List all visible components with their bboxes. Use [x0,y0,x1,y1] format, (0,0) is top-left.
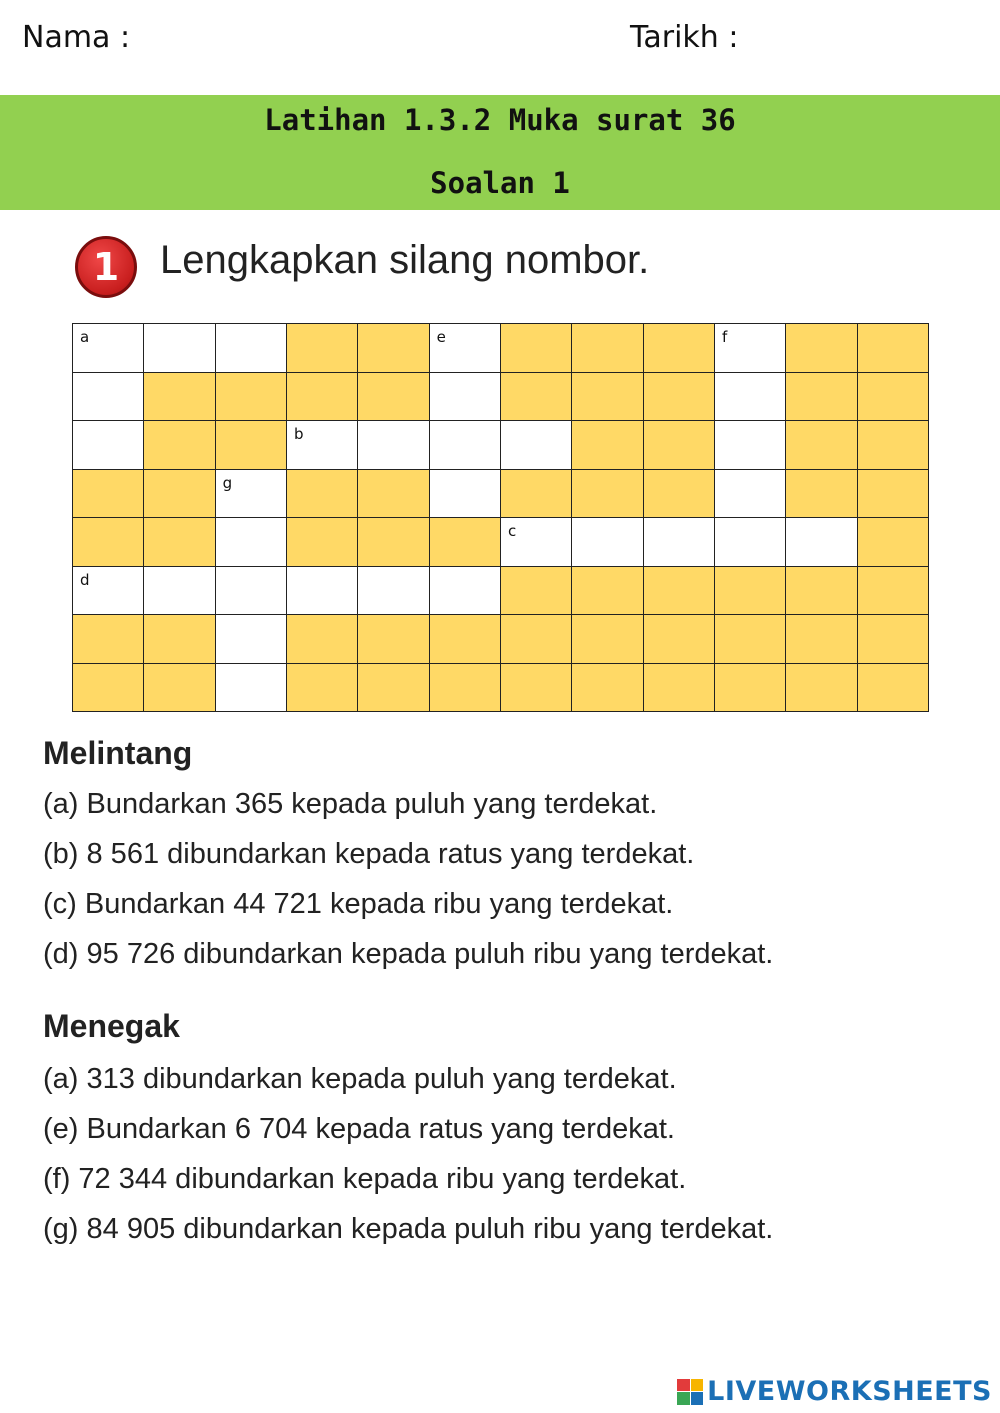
answer-cell[interactable] [73,567,144,616]
clue-melintang-c: (c) Bundarkan 44 721 kepada ribu yang terdekat. [43,888,674,920]
shaded-cell [786,664,857,713]
shaded-cell [501,615,572,664]
answer-cell[interactable] [786,518,857,567]
answer-cell[interactable] [287,421,358,470]
answer-cell[interactable] [715,324,786,373]
answer-cell[interactable] [287,567,358,616]
answer-cell[interactable] [430,421,501,470]
shaded-cell [786,615,857,664]
shaded-cell [501,567,572,616]
shaded-cell [858,615,929,664]
answer-cell[interactable] [216,324,287,373]
shaded-cell [572,567,643,616]
name-label: Nama : [22,20,131,55]
shaded-cell [858,567,929,616]
shaded-cell [144,664,215,713]
answer-cell[interactable] [430,324,501,373]
shaded-cell [644,421,715,470]
clue-label: a [80,328,90,346]
answer-cell[interactable] [572,518,643,567]
clue-label: f [722,328,728,346]
answer-cell[interactable] [430,567,501,616]
date-label: Tarikh : [630,20,739,55]
shaded-cell [430,518,501,567]
shaded-cell [572,664,643,713]
shaded-cell [786,470,857,519]
shaded-cell [572,615,643,664]
answer-cell[interactable] [501,518,572,567]
answer-cell[interactable] [430,373,501,422]
shaded-cell [715,664,786,713]
answer-cell[interactable] [216,470,287,519]
shaded-cell [644,373,715,422]
answer-cell[interactable] [144,567,215,616]
shaded-cell [358,373,429,422]
shaded-cell [858,373,929,422]
answer-cell[interactable] [715,421,786,470]
shaded-cell [358,324,429,373]
clue-label: g [222,473,233,492]
shaded-cell [858,470,929,519]
melintang-heading: Melintang [43,735,193,771]
clue-label: c [508,522,517,540]
clue-label: b [294,425,304,443]
shaded-cell [715,567,786,616]
clue-menegak-a: (a) 313 dibundarkan kepada puluh yang terdekat. [43,1063,677,1095]
answer-cell[interactable] [358,421,429,470]
answer-cell[interactable] [358,567,429,616]
shaded-cell [358,664,429,713]
clue-melintang-d: (d) 95 726 dibundarkan kepada puluh ribu yang terdekat. [43,938,774,970]
answer-cell[interactable] [144,324,215,373]
shaded-cell [501,664,572,713]
shaded-cell [430,615,501,664]
worksheet-title: Latihan 1.3.2 Muka surat 36 [264,103,736,137]
answer-cell[interactable] [73,373,144,422]
shaded-cell [430,664,501,713]
answer-cell[interactable] [430,470,501,519]
shaded-cell [73,615,144,664]
shaded-cell [358,470,429,519]
answer-cell[interactable] [73,421,144,470]
shaded-cell [644,324,715,373]
shaded-cell [858,664,929,713]
clue-melintang-a: (a) Bundarkan 365 kepada puluh yang terdekat. [43,788,658,820]
shaded-cell [715,615,786,664]
shaded-cell [73,518,144,567]
shaded-cell [216,373,287,422]
shaded-cell [644,664,715,713]
shaded-cell [858,421,929,470]
clue-melintang-b: (b) 8 561 dibundarkan kepada ratus yang terdekat. [43,838,695,870]
shaded-cell [644,567,715,616]
answer-cell[interactable] [501,421,572,470]
shaded-cell [572,373,643,422]
question-instruction: Lengkapkan silang nombor. [160,238,650,282]
shaded-cell [287,324,358,373]
answer-cell[interactable] [216,615,287,664]
clue-label: d [80,570,90,589]
shaded-cell [644,615,715,664]
shaded-cell [144,518,215,567]
answer-cell[interactable] [715,470,786,519]
answer-cell[interactable] [216,567,287,616]
shaded-cell [572,470,643,519]
question-number-icon: 1 [75,236,137,298]
crossword-grid [72,323,929,712]
shaded-cell [501,470,572,519]
shaded-cell [358,518,429,567]
liveworksheets-logo [677,1376,992,1407]
answer-cell[interactable] [73,324,144,373]
shaded-cell [144,615,215,664]
shaded-cell [216,421,287,470]
shaded-cell [358,615,429,664]
shaded-cell [786,567,857,616]
clue-menegak-e: (e) Bundarkan 6 704 kepada ratus yang terdekat. [43,1113,675,1145]
clue-menegak-f: (f) 72 344 dibundarkan kepada ribu yang terdekat. [43,1163,687,1195]
clue-label: e [436,328,446,346]
shaded-cell [572,324,643,373]
brand-name: LIVEWORKSHEETS [707,1376,992,1407]
answer-cell[interactable] [715,518,786,567]
logo-mark-icon [677,1379,703,1405]
shaded-cell [287,664,358,713]
answer-cell[interactable] [216,664,287,713]
shaded-cell [644,470,715,519]
shaded-cell [144,470,215,519]
shaded-cell [501,324,572,373]
clue-menegak-g: (g) 84 905 dibundarkan kepada puluh ribu yang terdekat. [43,1213,774,1245]
shaded-cell [73,470,144,519]
shaded-cell [287,615,358,664]
menegak-heading: Menegak [43,1008,180,1044]
shaded-cell [501,373,572,422]
shaded-cell [287,518,358,567]
shaded-cell [858,324,929,373]
shaded-cell [572,421,643,470]
shaded-cell [786,324,857,373]
shaded-cell [858,518,929,567]
shaded-cell [786,421,857,470]
shaded-cell [73,664,144,713]
answer-cell[interactable] [216,518,287,567]
worksheet-subtitle: Soalan 1 [430,166,570,200]
answer-cell[interactable] [715,373,786,422]
shaded-cell [287,373,358,422]
shaded-cell [287,470,358,519]
answer-cell[interactable] [644,518,715,567]
shaded-cell [144,373,215,422]
shaded-cell [144,421,215,470]
shaded-cell [786,373,857,422]
